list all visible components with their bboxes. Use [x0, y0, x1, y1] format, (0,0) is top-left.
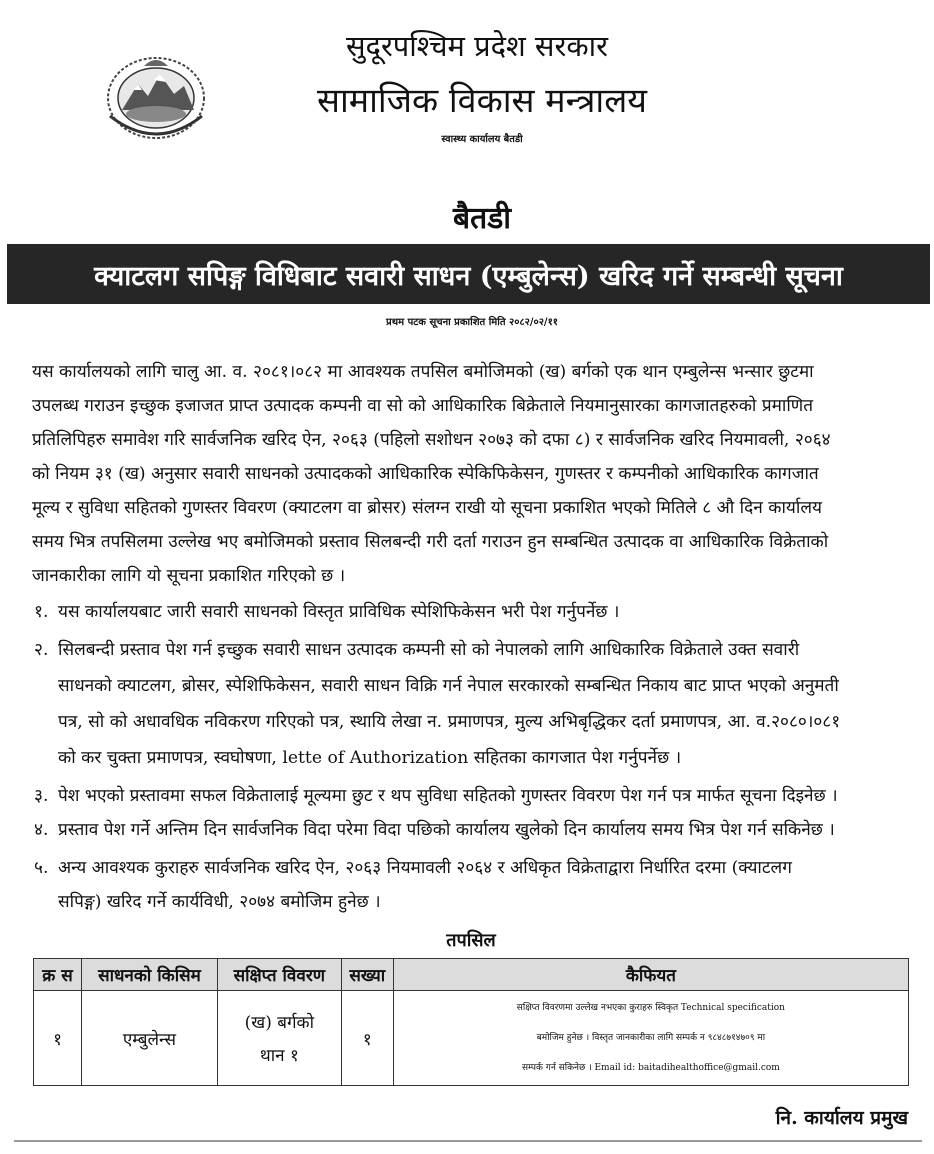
- cell-summary: [217, 991, 341, 1086]
- point-line: साधनको क्याटलग, ब्रोसर, स्पेशिफिकेसन, सवारी साधन विक्रि गर्न नेपाल सरकारको सम्बन्धित निकाय बाट प्राप्त भएको अनुमती: [58, 676, 839, 696]
- summary-line: थान १: [259, 1046, 299, 1066]
- table-caption: तपसिल: [446, 930, 496, 951]
- intro-line: मूल्य र सुविधा सहितको गुणस्तर विवरण (क्याटलग वा ब्रोसर) संलग्न राखी यो सूचना प्रकाशित भएको मितिले ८ औ दिन कार्यालय: [32, 498, 822, 518]
- table-row: [34, 991, 909, 1086]
- point-number: ३.: [34, 786, 49, 806]
- point-line: सपिङ्ग) खरिद गर्ने कार्यविधी, २०७४ बमोजिम हुनेछ ।: [58, 892, 381, 912]
- col-header-summary: सक्षिप्त विवरण: [217, 959, 341, 991]
- cell-sn: १: [34, 991, 82, 1086]
- remarks-line: बमोजिम हुनेछ । विस्तृत जानकारीका लागि सम्पर्क न ९८४८७१४७०९ मा: [536, 1033, 766, 1043]
- point-line: प्रस्ताव पेश गर्ने अन्तिम दिन सार्वजनिक विदा परेमा विदा पछिको कार्यालय खुलेको दिन कार्यालय समय भित्र पेश गर्न सकिनेछ ।: [58, 820, 835, 840]
- table-header-row: [34, 959, 909, 991]
- point-number: २.: [34, 640, 49, 660]
- intro-line: को नियम ३१ (ख) अनुसार सवारी साधनको उत्पादकको आधिकारिक स्पेकिफिकेसन, गुणस्तर र कम्पनीको आधिकारिक कागजात: [32, 464, 819, 484]
- summary-line: (ख) बर्गको: [244, 1013, 314, 1033]
- col-header-type: साधनको किसिम: [81, 959, 217, 991]
- notice-subject-text: क्याटलग सपिङ्ग विधिबाट सवारी साधन (एम्बुलेन्स) खरिद गर्ने सम्बन्धी सूचना: [94, 260, 843, 292]
- intro-line: समय भित्र तपसिलमा उल्लेख भए बमोजिमको प्रस्ताव सिलबन्दी गरी दर्ता गराउन हुन सम्बन्धित उत्पादक वा आधिकारिक विक्रेताको: [32, 532, 829, 552]
- point-number: ४.: [34, 820, 49, 840]
- point-line: सिलबन्दी प्रस्ताव पेश गर्न इच्छुक सवारी साधन उत्पादक कम्पनी सो को नेपालको लागि आधिकारिक विक्रेताले उक्त सवारी: [58, 640, 800, 660]
- col-header-sn: क्र स: [34, 959, 82, 991]
- point-line: अन्य आवश्यक कुराहरु सार्वजनिक खरिद ऐन, २०६३ नियमावली २०६४ र अधिकृत विक्रेताद्वारा निर्धारित दरमा (क्याटलग: [58, 858, 792, 878]
- office-title: स्वास्थ्य कार्यालय बैतडी: [441, 134, 523, 145]
- point-number: १.: [34, 602, 49, 622]
- intro-line: उपलब्ध गराउन इच्छुक इजाजत प्राप्त उत्पादक कम्पनी वा सो को आधिकारिक बिक्रेताले नियमानुसारका कागजातहरुको प्रमाणित: [32, 396, 814, 416]
- signature-office-chief: नि. कार्यालय प्रमुख: [775, 1107, 908, 1129]
- intro-line: जानकारीका लागि यो सूचना प्रकाशित गरिएको छ ।: [32, 566, 346, 586]
- notice-subject-banner: [7, 244, 930, 304]
- point-line: यस कार्यालयबाट जारी सवारी साधनको विस्तृत प्राविधिक स्पेशिफिकेसन भरी पेश गर्नुपर्नेछ ।: [58, 602, 620, 622]
- publication-date: प्रथम पटक सूचना प्रकाशित मिति २०८२/०२/११: [386, 317, 558, 328]
- cell-qty: १: [341, 991, 393, 1086]
- intro-line: प्रतिलिपिहरु समावेश गरि सार्वजनिक खरिद ऐन, २०६३ (पहिलो सशोधन २०७३ को दफा ८) र सार्वजनिक खरिद नियमावली, २०६४: [32, 430, 831, 450]
- bottom-divider: [14, 1140, 922, 1142]
- point-line: को कर चुक्ता प्रमाणपत्र, स्वघोषणा, lette of Authorization सहितका कागजात पेश गर्नुपर्नेछ ।: [58, 748, 682, 768]
- intro-line: यस कार्यालयको लागि चालु आ. व. २०८१।०८२ मा आवश्यक तपसिल बमोजिमको (ख) बर्गको एक थान एम्बुलेन्स भन्सार छुटमा: [32, 362, 814, 382]
- point-line: पेश भएको प्रस्तावमा सफल विक्रेतालाई मूल्यमा छुट र थप सुविधा सहितको गुणस्तर विवरण पेश गर्न पत्र मार्फत सूचना दिइनेछ ।: [58, 786, 838, 806]
- col-header-remarks: कैफियत: [393, 959, 908, 991]
- ministry-title: सामाजिक विकास मन्त्रालय: [316, 81, 648, 121]
- cell-type: एम्बुलेन्स: [81, 991, 217, 1086]
- point-number: ५.: [34, 858, 49, 878]
- details-table: [33, 958, 909, 1086]
- province-government-title: सुदूरपश्चिम प्रदेश सरकार: [345, 29, 609, 63]
- col-header-qty: सख्या: [341, 959, 393, 991]
- district-title: बैतडी: [452, 201, 512, 236]
- cell-remarks: [393, 991, 908, 1086]
- remarks-line: सक्षिप्त विवरणमा उल्लेख नभएका कुराहरु स्विकृत Technical specification: [516, 1003, 785, 1013]
- remarks-line: सम्पर्क गर्न सकिनेछ । Email id: baitadihealthoffice@gmail.com: [521, 1063, 780, 1073]
- point-line: पत्र, सो को अधावधिक नविकरण गरिएको पत्र, स्थायि लेखा न. प्रमाणपत्र, मुल्य अभिबृद्धिकर दर्ता प्रमाणपत्र, आ. व.२०८०।०८१: [58, 712, 841, 732]
